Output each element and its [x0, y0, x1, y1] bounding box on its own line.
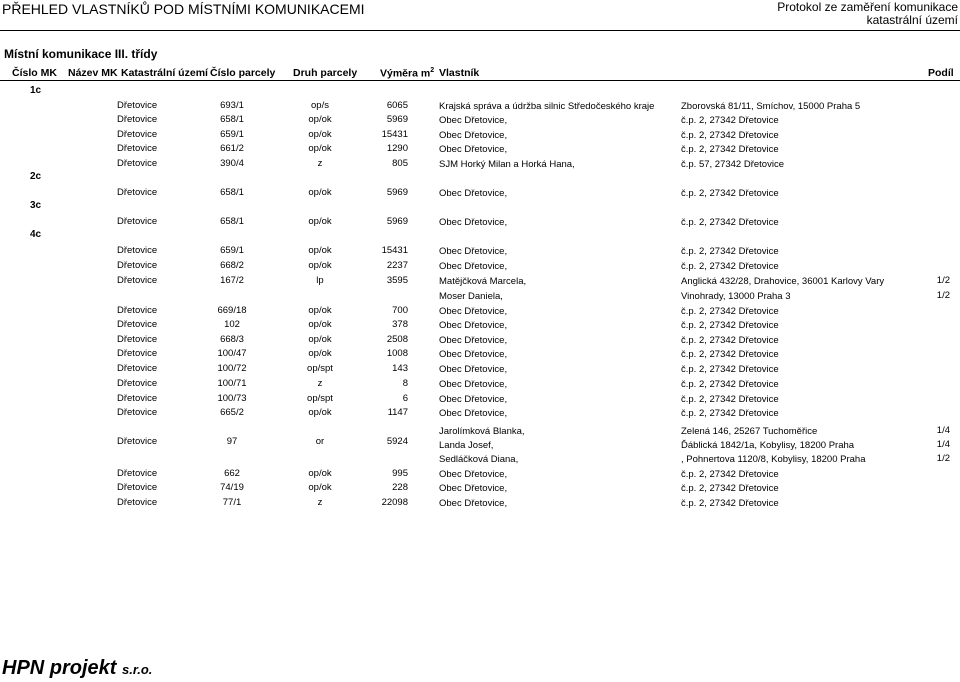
- cell-vymera: 228: [392, 482, 408, 493]
- cell-vlastnik: Matějčková Marcela,: [439, 276, 527, 287]
- cell-podil: 1/2: [936, 453, 950, 464]
- cell-vymera: 1008: [386, 348, 408, 359]
- cell-katastralni-uzemi: Dřetovice: [117, 129, 158, 140]
- cell-vlastnik: Obec Dřetovice,: [439, 364, 508, 375]
- company-suffix: s.r.o.: [122, 662, 153, 677]
- cell-katastralni-uzemi: Dřetovice: [117, 143, 158, 154]
- cell-katastralni-uzemi: Dřetovice: [117, 436, 158, 447]
- cell-adresa: č.p. 2, 27342 Dřetovice: [681, 188, 779, 199]
- cell-vymera: 378: [392, 319, 408, 330]
- cell-cislo-parcely: 167/2: [220, 275, 244, 286]
- cell-vlastnik: Obec Dřetovice,: [439, 483, 508, 494]
- cell-adresa: č.p. 2, 27342 Dřetovice: [681, 115, 779, 126]
- cell-katastralni-uzemi: Dřetovice: [117, 305, 158, 316]
- cell-druh-parcely: op/ok: [308, 305, 332, 316]
- cell-druh-parcely: op/ok: [308, 245, 332, 256]
- cell-katastralni-uzemi: Dřetovice: [117, 334, 158, 345]
- cell-cislo-parcely: 658/1: [220, 216, 244, 227]
- cell-katastralni-uzemi: Dřetovice: [117, 100, 158, 111]
- cell-vymera: 1147: [387, 407, 408, 418]
- cell-cislo-parcely: 659/1: [220, 245, 244, 256]
- cell-katastralni-uzemi: Dřetovice: [117, 378, 158, 389]
- mk-label-4c: 4c: [30, 229, 42, 240]
- cell-druh-parcely: op/ok: [308, 468, 332, 479]
- cell-katastralni-uzemi: Dřetovice: [117, 260, 158, 271]
- cell-vymera: 143: [392, 363, 408, 374]
- cell-vymera: 6065: [386, 100, 408, 111]
- col-nazev-mk: Název MK: [68, 67, 118, 79]
- cell-vymera: 5969: [386, 114, 408, 125]
- cell-katastralni-uzemi: Dřetovice: [117, 393, 158, 404]
- cell-vymera: 5969: [386, 216, 408, 227]
- section-title: Místní komunikace III. třídy: [4, 47, 158, 61]
- column-header-divider: [0, 80, 960, 81]
- cell-vlastnik: Obec Dřetovice,: [439, 306, 508, 317]
- cell-vymera: 22098: [381, 497, 408, 508]
- cell-cislo-parcely: 97: [226, 436, 238, 447]
- cell-podil: 1/4: [936, 425, 950, 436]
- cell-katastralni-uzemi: Dřetovice: [117, 187, 158, 198]
- cell-vlastnik: Obec Dřetovice,: [439, 115, 508, 126]
- cell-vymera: 2508: [386, 334, 408, 345]
- cell-katastralni-uzemi: Dřetovice: [117, 275, 158, 286]
- company-name: HPN projekt: [2, 657, 117, 679]
- cell-cislo-parcely: 661/2: [220, 143, 244, 154]
- cell-cislo-parcely: 669/18: [217, 305, 247, 316]
- cell-cislo-parcely: 665/2: [220, 407, 244, 418]
- cell-vymera: 3595: [386, 275, 408, 286]
- cell-vymera: 15431: [381, 129, 408, 140]
- col-cislo-mk: Číslo MK: [12, 67, 57, 79]
- cell-vlastnik: Obec Dřetovice,: [439, 261, 508, 272]
- cell-druh-parcely: lp: [316, 275, 324, 286]
- cell-vlastnik: Moser Daniela,: [439, 291, 503, 302]
- cell-adresa: č.p. 57, 27342 Dřetovice: [681, 159, 784, 170]
- cell-katastralni-uzemi: Dřetovice: [117, 245, 158, 256]
- cell-cislo-parcely: 659/1: [220, 129, 244, 140]
- cell-vymera: 5924: [386, 436, 408, 447]
- col-vymera: Výměra $m^2$: [380, 67, 435, 80]
- cell-vymera: 805: [392, 158, 408, 169]
- cell-druh-parcely: op/s: [311, 100, 329, 111]
- cell-cislo-parcely: 100/73: [217, 393, 247, 404]
- cell-cislo-parcely: 658/1: [220, 114, 244, 125]
- cell-druh-parcely: op/ok: [308, 407, 332, 418]
- cell-podil: 1/2: [936, 275, 950, 286]
- cell-vlastnik: Obec Dřetovice,: [439, 349, 508, 360]
- cell-vlastnik: Obec Dřetovice,: [439, 188, 508, 199]
- cell-druh-parcely: op/ok: [308, 187, 332, 198]
- cell-adresa: Ďáblická 1842/1a, Kobylisy, 18200 Praha: [681, 440, 855, 451]
- cell-adresa: , Pohnertova 1120/8, Kobylisy, 18200 Praha: [681, 454, 866, 465]
- cell-cislo-parcely: 390/4: [220, 158, 244, 169]
- cell-katastralni-uzemi: Dřetovice: [117, 216, 158, 227]
- cell-adresa: č.p. 2, 27342 Dřetovice: [681, 483, 779, 494]
- cell-vlastnik: Obec Dřetovice,: [439, 394, 508, 405]
- cell-adresa: č.p. 2, 27342 Dřetovice: [681, 217, 779, 228]
- col-podil: Podíl: [928, 67, 954, 79]
- cell-podil: 1/4: [936, 439, 950, 450]
- cell-adresa: č.p. 2, 27342 Dřetovice: [681, 379, 779, 390]
- cell-cislo-parcely: 658/1: [220, 187, 244, 198]
- cell-katastralni-uzemi: Dřetovice: [117, 497, 158, 508]
- cell-adresa: č.p. 2, 27342 Dřetovice: [681, 349, 779, 360]
- cell-adresa: Zborovská 81/11, Smíchov, 15000 Praha 5: [681, 101, 861, 112]
- cell-druh-parcely: op/ok: [308, 334, 332, 345]
- cell-vlastnik: Obec Dřetovice,: [439, 379, 508, 390]
- cell-druh-parcely: op/ok: [308, 348, 332, 359]
- protocol-label: Protokol ze zaměření komunikace: [777, 0, 958, 14]
- cell-katastralni-uzemi: Dřetovice: [117, 363, 158, 374]
- cell-druh-parcely: op/ok: [308, 129, 332, 140]
- cell-vymera: 15431: [381, 245, 408, 256]
- cell-cislo-parcely: 662: [224, 468, 240, 479]
- cell-podil: 1/2: [936, 290, 950, 301]
- cell-cislo-parcely: 77/1: [222, 497, 242, 508]
- cell-cislo-parcely: 668/3: [220, 334, 244, 345]
- mk-label-1c: 1c: [30, 85, 42, 96]
- cell-vymera: 995: [392, 468, 408, 479]
- cell-vlastnik: Jarolímková Blanka,: [439, 426, 525, 437]
- cell-cislo-parcely: 100/47: [217, 348, 247, 359]
- cell-vymera: 2237: [386, 260, 408, 271]
- cell-katastralni-uzemi: Dřetovice: [117, 114, 158, 125]
- cell-cislo-parcely: 100/71: [217, 378, 247, 389]
- cell-vlastnik: Landa Josef,: [439, 440, 494, 451]
- cell-druh-parcely: z: [317, 158, 323, 169]
- cell-vlastnik: Obec Dřetovice,: [439, 498, 508, 509]
- cell-adresa: Vinohrady, 13000 Praha 3: [681, 291, 791, 302]
- cell-adresa: č.p. 2, 27342 Dřetovice: [681, 394, 779, 405]
- cell-druh-parcely: op/ok: [308, 482, 332, 493]
- cell-vymera: 5969: [386, 187, 408, 198]
- col-druh-parcely: Druh parcely: [293, 67, 358, 79]
- cell-vlastnik: Obec Dřetovice,: [439, 320, 508, 331]
- cell-druh-parcely: z: [317, 378, 323, 389]
- footer-logo: [2, 657, 152, 680]
- cell-adresa: č.p. 2, 27342 Dřetovice: [681, 320, 779, 331]
- cell-vlastnik: Sedláčková Diana,: [439, 454, 519, 465]
- cell-vlastnik: Obec Dřetovice,: [439, 246, 508, 257]
- cell-adresa: č.p. 2, 27342 Dřetovice: [681, 246, 779, 257]
- cell-cislo-parcely: 102: [224, 319, 240, 330]
- cell-vymera: 8: [402, 378, 408, 389]
- cell-vlastnik: SJM Horký Milan a Horká Hana,: [439, 159, 575, 170]
- cell-vlastnik: Krajská správa a údržba silnic Středočeského kraje: [439, 101, 655, 112]
- cell-katastralni-uzemi: Dřetovice: [117, 407, 158, 418]
- cell-druh-parcely: op/spt: [307, 393, 333, 404]
- col-cislo-parcely: Číslo parcely: [210, 67, 276, 79]
- cell-vlastnik: Obec Dřetovice,: [439, 408, 508, 419]
- cell-adresa: č.p. 2, 27342 Dřetovice: [681, 408, 779, 419]
- cell-katastralni-uzemi: Dřetovice: [117, 319, 158, 330]
- cell-adresa: č.p. 2, 27342 Dřetovice: [681, 130, 779, 141]
- cell-vlastnik: Obec Dřetovice,: [439, 144, 508, 155]
- cell-adresa: Zelená 146, 25267 Tuchoměřice: [681, 426, 818, 437]
- cell-vlastnik: Obec Dřetovice,: [439, 217, 508, 228]
- document-subtitle-right: [777, 1, 958, 27]
- mk-label-2c: 2c: [30, 171, 42, 182]
- mk-label-3c: 3c: [30, 200, 42, 211]
- cell-adresa: č.p. 2, 27342 Dřetovice: [681, 335, 779, 346]
- cell-vlastnik: Obec Dřetovice,: [439, 469, 508, 480]
- cell-adresa: č.p. 2, 27342 Dřetovice: [681, 261, 779, 272]
- cell-adresa: č.p. 2, 27342 Dřetovice: [681, 144, 779, 155]
- cell-druh-parcely: op/ok: [308, 216, 332, 227]
- cell-adresa: Anglická 432/28, Drahovice, 36001 Karlovy Vary: [681, 276, 885, 287]
- cell-katastralni-uzemi: Dřetovice: [117, 348, 158, 359]
- cadastral-area-label: katastrální území: [866, 13, 958, 27]
- cell-cislo-parcely: 693/1: [220, 100, 244, 111]
- col-vlastnik: Vlastník: [439, 67, 480, 79]
- cell-vymera: 700: [392, 305, 408, 316]
- cell-vymera: 1290: [386, 143, 408, 154]
- cell-cislo-parcely: 74/19: [220, 482, 244, 493]
- col-katastralni-uzemi: Katastrální území: [121, 67, 208, 79]
- cell-vymera: 6: [402, 393, 408, 404]
- header-divider: [0, 30, 960, 31]
- document-title: PŘEHLED VLASTNÍKŮ POD MÍSTNÍMI KOMUNIKACEMI: [2, 1, 365, 17]
- cell-vlastnik: Obec Dřetovice,: [439, 130, 508, 141]
- cell-adresa: č.p. 2, 27342 Dřetovice: [681, 306, 779, 317]
- cell-vlastnik: Obec Dřetovice,: [439, 335, 508, 346]
- cell-druh-parcely: or: [315, 436, 325, 447]
- cell-druh-parcely: op/spt: [307, 363, 333, 374]
- cell-katastralni-uzemi: Dřetovice: [117, 158, 158, 169]
- cell-adresa: č.p. 2, 27342 Dřetovice: [681, 498, 779, 509]
- cell-katastralni-uzemi: Dřetovice: [117, 468, 158, 479]
- cell-cislo-parcely: 100/72: [217, 363, 247, 374]
- cell-druh-parcely: op/ok: [308, 114, 332, 125]
- cell-katastralni-uzemi: Dřetovice: [117, 482, 158, 493]
- cell-druh-parcely: z: [317, 497, 323, 508]
- cell-cislo-parcely: 668/2: [220, 260, 244, 271]
- cell-druh-parcely: op/ok: [308, 260, 332, 271]
- cell-druh-parcely: op/ok: [308, 319, 332, 330]
- cell-druh-parcely: op/ok: [308, 143, 332, 154]
- cell-adresa: č.p. 2, 27342 Dřetovice: [681, 469, 779, 480]
- cell-adresa: č.p. 2, 27342 Dřetovice: [681, 364, 779, 375]
